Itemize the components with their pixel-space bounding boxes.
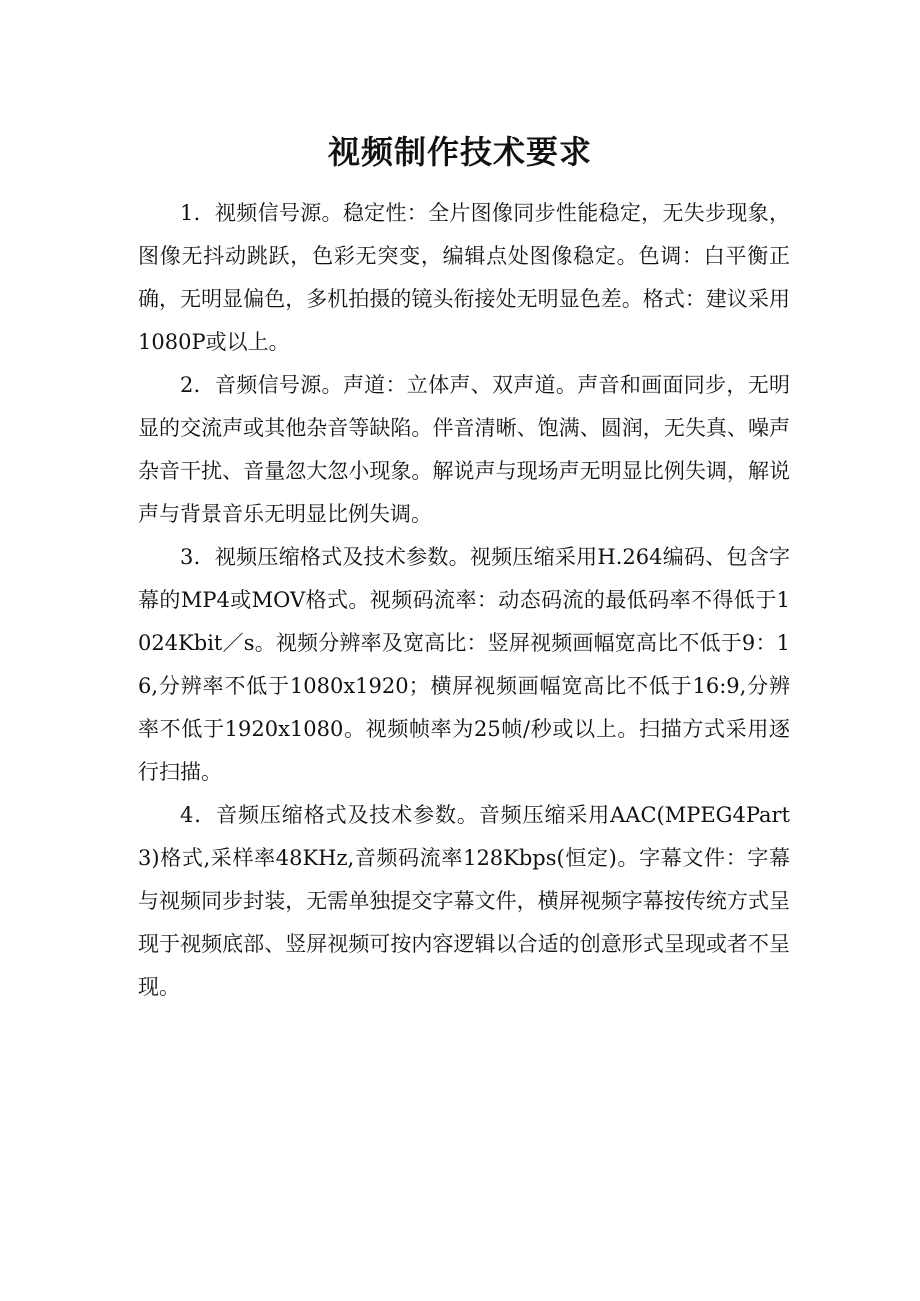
document-title: 视频制作技术要求 xyxy=(327,133,592,171)
document-body xyxy=(138,192,790,1009)
paragraph-audio-compression: 4．音频压缩格式及技术参数。音频压缩采用AAC(MPEG4Part3)格式,采样率48KHz,音频码流率128Kbps(恒定)。字幕文件：字幕与视频同步封装，无需单独提交字幕文件，横屏视频字幕按传统方式呈现于视频底部、竖屏视频可按内容逻辑以合适的创意形式呈现或者不呈现。 xyxy=(138,803,790,999)
paragraph-video-compression: 3．视频压缩格式及技术参数。视频压缩采用H.264编码、包含字幕的MP4或MOV格式。视频码流率：动态码流的最低码率不得低于1024Kbit／s。视频分辨率及宽高比：竖屏视频画幅宽高比不低于9：16,分辨率不低于1080x1920；横屏视频画幅宽高比不低于16:9,分辨率不低于1920x1080。视频帧率为25帧/秒或以上。扫描方式采用逐行扫描。 xyxy=(138,545,790,784)
paragraph-video-signal-source: 1．视频信号源。稳定性：全片图像同步性能稳定，无失步现象，图像无抖动跳跃，色彩无突变，编辑点处图像稳定。色调：白平衡正确，无明显偏色，多机拍摄的镜头衔接处无明显色差。格式：建议采用1080P或以上。 xyxy=(138,201,790,354)
paragraph-audio-signal-source: 2．音频信号源。声道：立体声、双声道。声音和画面同步，无明显的交流声或其他杂音等缺陷。伴音清晰、饱满、圆润，无失真、噪声杂音干扰、音量忽大忽小现象。解说声与现场声无明显比例失调，解说声与背景音乐无明显比例失调。 xyxy=(138,373,790,526)
